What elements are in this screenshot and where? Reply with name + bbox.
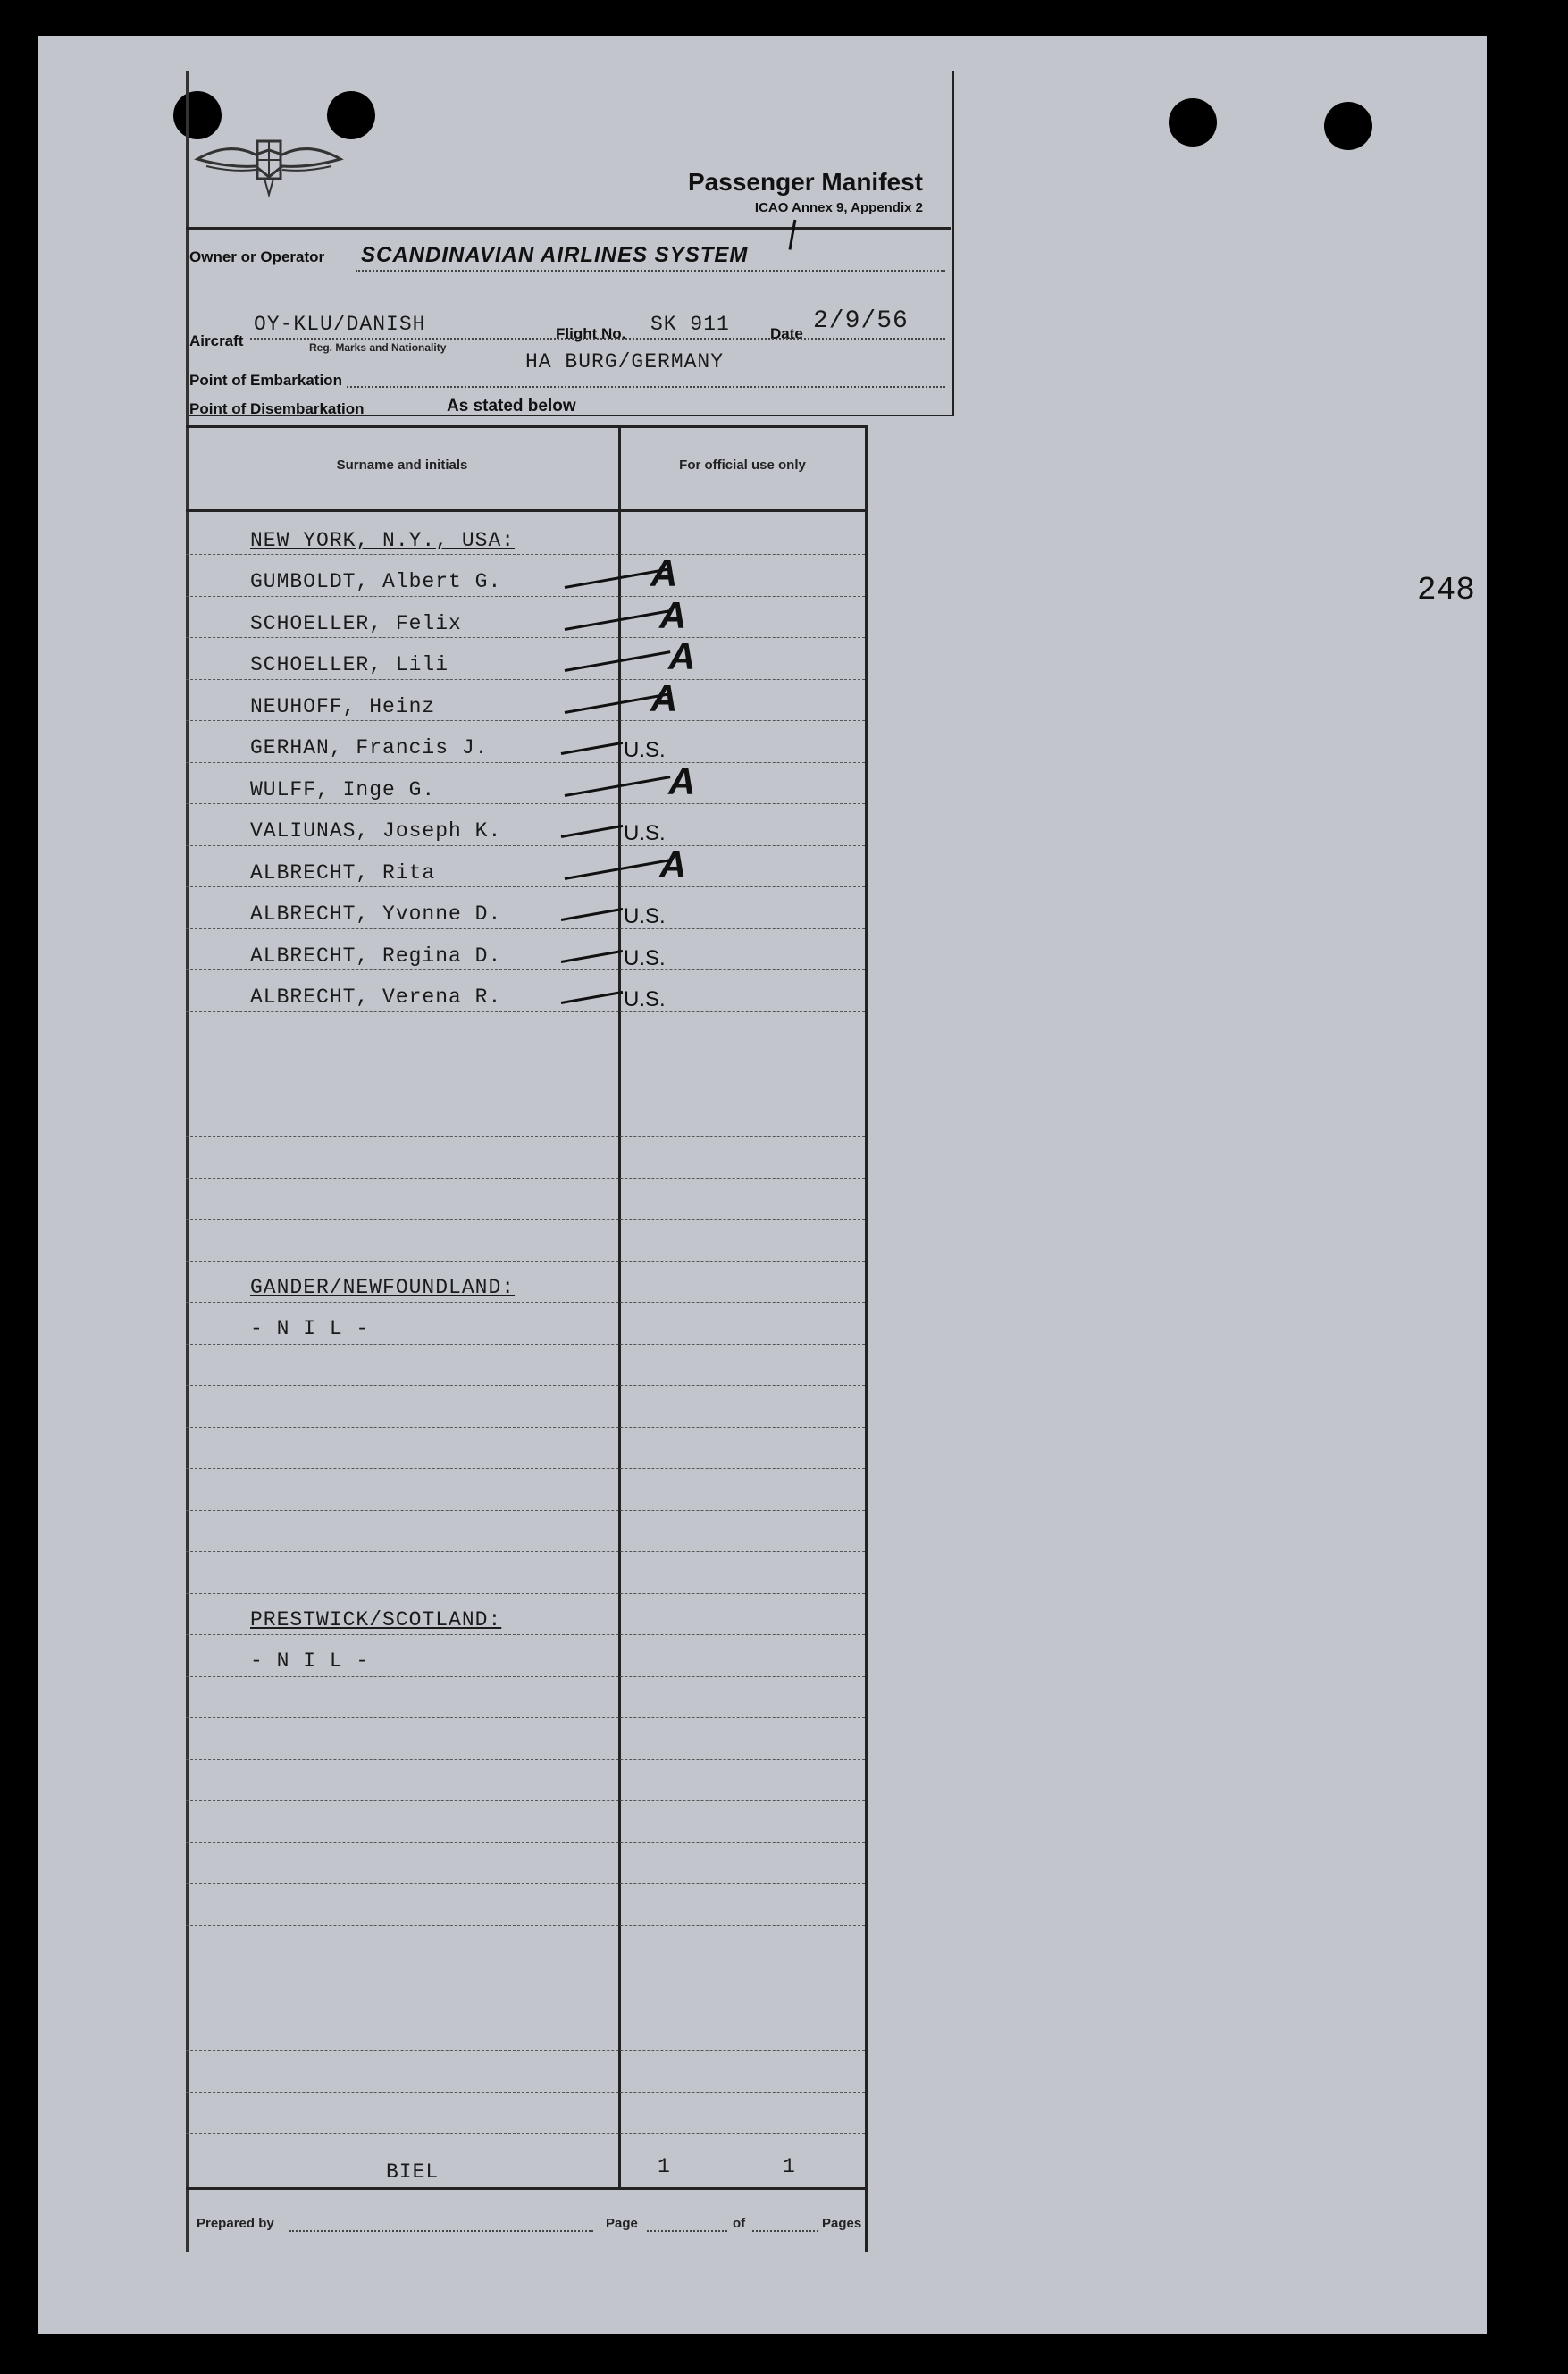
owner-label: Owner or Operator [189, 248, 325, 265]
table-row-line [186, 1883, 865, 1884]
of-label: of [733, 2216, 746, 2231]
reg-marks-label: Reg. Marks and Nationality [309, 341, 447, 354]
form-subtitle: ICAO Annex 9, Appendix 2 [754, 200, 923, 215]
official-status: A [650, 677, 678, 719]
owner-line [356, 270, 945, 272]
section-heading-new-york: NEW YORK, N.Y., USA: [250, 529, 516, 552]
official-status: U.S. [624, 738, 666, 762]
passenger-name: VALIUNAS, Joseph K. [250, 819, 502, 843]
table-row-line [186, 1385, 865, 1386]
column-header-surname: Surname and initials [336, 457, 468, 473]
aircraft-label: Aircraft [189, 332, 244, 349]
date-value: 2/9/56 [813, 307, 909, 335]
punch-hole [1324, 102, 1372, 150]
flight-label: Flight No. [556, 325, 626, 342]
section-heading-prestwick: PRESTWICK/SCOTLAND: [250, 1608, 502, 1632]
table-row-line [186, 637, 865, 638]
date-label: Date [770, 325, 803, 342]
table-row-line [186, 1468, 865, 1469]
owner-value: SCANDINAVIAN AIRLINES SYSTEM [361, 243, 749, 267]
table-row-line [186, 886, 865, 887]
official-status: A [659, 843, 687, 885]
table-row-line [186, 928, 865, 929]
official-status: U.S. [624, 821, 666, 845]
total-label: BIEL [386, 2160, 440, 2184]
footer-rule [186, 2187, 865, 2190]
total-count-left: 1 [658, 2155, 671, 2178]
official-status: U.S. [624, 904, 666, 928]
flight-value: SK 911 [650, 313, 730, 336]
table-row-line [186, 1717, 865, 1718]
disembarkation-label: Point of Disembarkation [189, 400, 365, 417]
table-row-line [186, 762, 865, 763]
table-row-line [186, 2050, 865, 2051]
table-row-line [186, 845, 865, 846]
table-top-rule [186, 425, 865, 428]
table-row-line [186, 1593, 865, 1594]
title-rule [186, 227, 951, 230]
table-row-line [186, 596, 865, 597]
aircraft-value: OY-KLU/DANISH [254, 313, 426, 336]
document-page [38, 36, 1487, 2334]
table-row-line [186, 679, 865, 680]
table-row-line [186, 554, 865, 555]
official-status: U.S. [624, 946, 666, 970]
table-row-line [186, 1302, 865, 1303]
section-note-prestwick: - N I L - [250, 1649, 370, 1673]
prepared-by-line [289, 2230, 593, 2232]
passenger-name: GUMBOLDT, Albert G. [250, 570, 502, 593]
table-row-line [186, 1925, 865, 1926]
passenger-name: WULFF, Inge G. [250, 778, 436, 801]
table-row-line [186, 2092, 865, 2093]
table-row-line [186, 1551, 865, 1552]
table-row-line [186, 720, 865, 721]
prepared-by-label: Prepared by [197, 2216, 274, 2231]
official-status: A [650, 552, 678, 594]
table-row-line [186, 1800, 865, 1801]
passenger-name: ALBRECHT, Yvonne D. [250, 902, 502, 926]
table-row-line [186, 1178, 865, 1179]
column-header-official: For official use only [679, 457, 806, 473]
passenger-name: GERHAN, Francis J. [250, 736, 489, 759]
of-line [752, 2230, 818, 2232]
table-row-line [186, 1759, 865, 1760]
passenger-name: ALBRECHT, Regina D. [250, 944, 502, 968]
passenger-name: SCHOELLER, Felix [250, 612, 462, 635]
table-row-line [186, 1676, 865, 1677]
embarkation-label: Point of Embarkation [189, 372, 342, 389]
embarkation-line [347, 386, 945, 388]
table-row-line [186, 1634, 865, 1635]
table-row-line [186, 969, 865, 970]
table-row-line [186, 1011, 865, 1012]
table-row-line [186, 1427, 865, 1428]
passenger-name: NEUHOFF, Heinz [250, 695, 436, 718]
passenger-name: ALBRECHT, Rita [250, 861, 436, 885]
pages-label: Pages [822, 2216, 862, 2231]
column-divider [618, 425, 621, 2187]
section-heading-gander: GANDER/NEWFOUNDLAND: [250, 1276, 516, 1299]
passenger-name: ALBRECHT, Verena R. [250, 986, 502, 1009]
official-status: A [668, 635, 696, 677]
page-label: Page [606, 2216, 638, 2231]
table-row-line [186, 1842, 865, 1843]
table-row-line [186, 1510, 865, 1511]
table-row-line [186, 1219, 865, 1220]
disembarkation-value: As stated below [447, 397, 576, 415]
table-row-line [186, 1344, 865, 1345]
total-count-right: 1 [783, 2155, 796, 2178]
table-row-line [186, 2133, 865, 2134]
passenger-name: SCHOELLER, Lili [250, 653, 449, 676]
form-title: Passenger Manifest [688, 168, 923, 196]
official-status: A [668, 760, 696, 802]
header-rule [186, 509, 865, 512]
aircraft-line [250, 338, 945, 340]
page-number: 248 [1417, 572, 1475, 608]
section-note-gander: - N I L - [250, 1317, 370, 1340]
page-line [647, 2230, 727, 2232]
table-row-line [186, 1261, 865, 1262]
punch-hole [1169, 98, 1217, 147]
table-row-line [186, 803, 865, 804]
embarkation-value: HA BURG/GERMANY [525, 350, 725, 373]
airline-emblem-icon [193, 123, 345, 204]
official-status: U.S. [624, 987, 666, 1011]
table-row-line [186, 1136, 865, 1137]
manifest-form [186, 71, 952, 2252]
official-status: A [659, 594, 687, 636]
